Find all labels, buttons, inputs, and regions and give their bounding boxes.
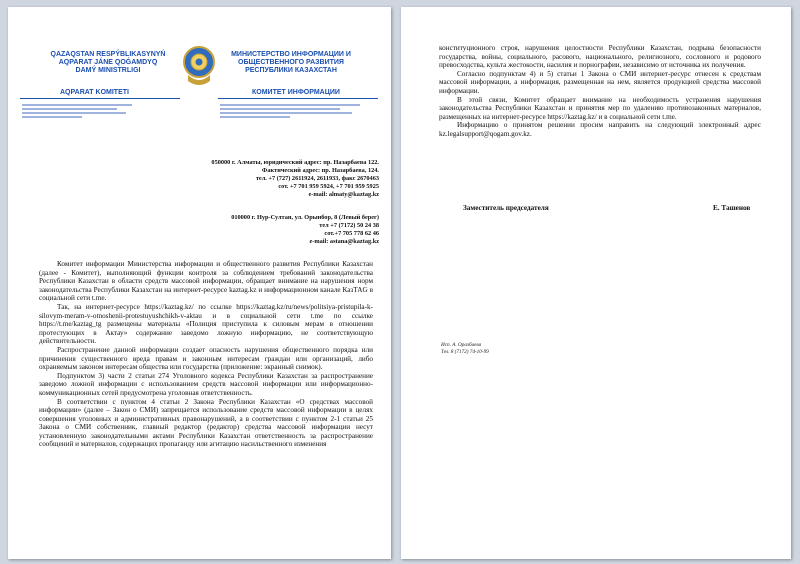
paragraph: Согласно подпунктам 4) и 5) статьи 1 Закона о СМИ интернет-ресурс отнесен к средствам массовой информации, а информация, размещенная на нем, является продукцией средства массовой информации. xyxy=(439,69,761,95)
signature-title: Заместитель председателя xyxy=(463,204,549,212)
paragraph: Так, на интернет-ресурсе https://kaztag.kz/ по ссылке https://kaztag.kz/ru/news/politsiya-pristupila-k-silovym-meram-v-otnoshenii-protestuyushchikh-v-aktau и в социальной сети t.me по ссылке https://t.me/kaztag_tg размещены материалы «Полиция приступила к силовым мерам в отношении протестующих в Актау» содержание заведомо ложную информацию, не соответствующую действительности. xyxy=(39,302,373,346)
russian-line: ОБЩЕСТВЕННОГО РАЗВИТИЯ xyxy=(238,59,344,66)
paragraph: Комитет информации Министерства информации и общественного развития Республики Казахстан (далее - Комитет), выполняющий функции контроля за соблюдением требований законодательства Республики Казахстан в области средств массовой информации, обращает внимание на нарушения норм законодательства Республики Казахстан на интернет-ресурсе kaztag.kz и информационном канале КазТАG в социальной сети t.me. xyxy=(39,260,373,303)
kazakh-line: QAZAQSTAN RESPÝBLIKASYNYŃ xyxy=(50,51,166,58)
paragraph: конституционного строя, нарушения целостности Республики Казахстан, подрыва безопасности государства, войны, социального, расового, национального, религиозного, сословного и родового превосходства, культа жестокости, насилия и порнографии, независимо от источника их получения. xyxy=(439,44,761,70)
address-line: e-mail: astana@kaztag.kz xyxy=(309,238,379,246)
russian-line: РЕСПУБЛИКИ КАЗАХСТАН xyxy=(245,67,337,74)
address-line: 050000 г. Алматы, юридический адрес: пр. Назарбаева 122. xyxy=(211,159,379,166)
address-line: Фактический адрес: пр. Назарбаева, 124. xyxy=(261,167,379,175)
dept-right: КОМИТЕТ ИНФОРМАЦИИ xyxy=(252,89,340,96)
letter-page-2 xyxy=(401,7,791,559)
kazakh-line: AQPARAT JÁNE QOǴAMDYQ xyxy=(58,59,158,66)
address-line: тел +7 (7172) 50 24 38 xyxy=(319,222,379,230)
letter-body-page-2 xyxy=(439,44,761,139)
dept-left: AQPARAT KOMITETI xyxy=(60,89,129,96)
address-almaty xyxy=(211,159,379,199)
letterhead-divider xyxy=(20,98,180,99)
contact-line: Тел. 8 (7172) 74-10-99 xyxy=(441,348,489,355)
paragraph: Распространение данной информации создает опасность нарушения общественного порядка или причинения существенного вреда правам и законным интересам граждан или организаций, либо охраняемым законом интересам общества или государства (приложение: экранный снимок). xyxy=(39,345,373,372)
letterhead-small-print-left xyxy=(22,102,142,126)
address-line: сот.+7 705 778 62 46 xyxy=(324,230,379,238)
address-line: 010000 г. Нур-Султан, ул. Орынбор, 8 (Левый берег) xyxy=(231,214,379,221)
paragraph: В соответствии с пунктом 4 статьи 2 Закона Республики Казахстан «О средствах массовой информации» (далее – Закон о СМИ) запрещается использование средств массовой информации в целях совершения уголовных и административных правонарушений, а в соответствии с пунктом 2-1 статьи 25 Закона о СМИ собственник, главный редактор (редактор) средства массовой информации несут установленную законодательными актами Республики Казахстан ответственность за распространение сообщений и материалов, содержащих пропаганду или агитацию насильственного изменения xyxy=(39,397,373,449)
letterhead-kazakh xyxy=(34,51,182,75)
address-line: e-mail: almaty@kaztag.kz xyxy=(308,191,379,199)
letterhead-small-print-right xyxy=(220,102,370,126)
letterhead-russian xyxy=(216,51,366,75)
executor-contact xyxy=(441,342,489,355)
contact-line: Исп. А. Оразбаева xyxy=(441,342,482,348)
kazakh-line: DAMÝ MINISTRLIGI xyxy=(75,67,141,74)
address-line: тел. +7 (727) 2611924, 2611933, факс 2670463 xyxy=(255,175,379,183)
paragraph: Подпунктом 3) части 2 статьи 274 Уголовного кодекса Республики Казахстан за распространение заведомо ложной информации с использованием средств массовой информации или информационно-коммуникационных сетей предусмотрена уголовная ответственность. xyxy=(39,371,373,397)
letterhead-divider xyxy=(218,98,378,99)
russian-line: МИНИСТЕРСТВО ИНФОРМАЦИИ И xyxy=(231,51,351,58)
letter-page-1 xyxy=(8,7,391,559)
paragraph: Информацию о принятом решении просим направить на следующий электронный адрес kz.legalsupport@qogam.gov.kz. xyxy=(439,121,761,138)
address-line: сот. +7 701 959 5924, +7 701 959 5925 xyxy=(278,183,379,191)
signature-name: Е. Ташенов xyxy=(713,204,751,212)
kazakhstan-state-emblem-icon xyxy=(182,45,216,87)
paragraph: В этой связи, Комитет обращает внимание на необходимость устранения нарушения законодательства Республики Казахстан и принятия мер по удалению противозаконных материалов, размещенных на интернет-ресурсе https://kaztag.kz/ и в социальной сети t.me. xyxy=(439,95,761,121)
address-nur-sultan xyxy=(231,214,379,246)
letter-body-page-1 xyxy=(39,260,373,449)
